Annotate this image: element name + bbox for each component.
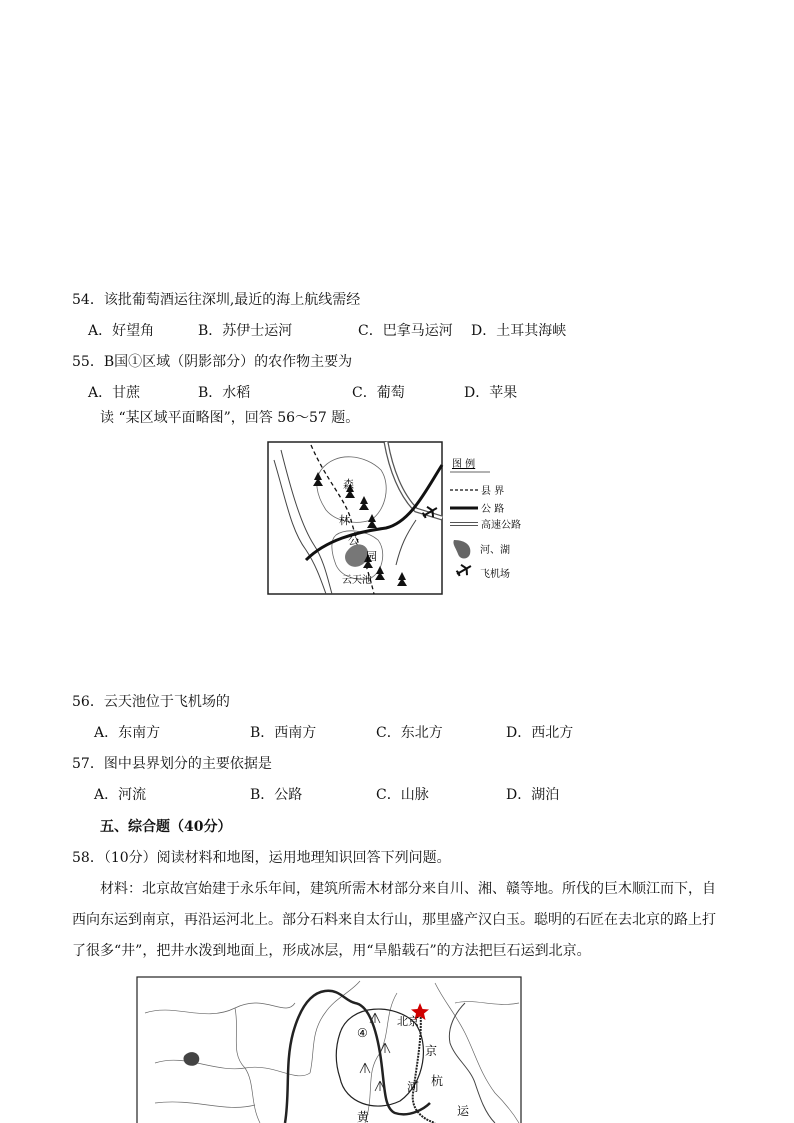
q56-option-b[interactable]: B．西南方 xyxy=(250,725,317,741)
q55-option-b[interactable]: B．水稻 xyxy=(198,385,251,401)
q54-option-b[interactable]: B．苏伊士运河 xyxy=(198,323,293,339)
q57-stem: 57．图中县界划分的主要依据是 xyxy=(72,756,272,772)
legend-title: 图 例 xyxy=(452,459,476,470)
legend-county-border: 县 界 xyxy=(481,486,505,497)
q56-option-c[interactable]: C．东北方 xyxy=(376,725,443,741)
legend-river-lake-symbol xyxy=(453,540,470,559)
legend-road: 公 路 xyxy=(481,504,505,515)
label-lake: 云天池 xyxy=(342,575,372,586)
q56-stem: 56．云天池位于飞机场的 xyxy=(72,694,230,710)
label-forest-1: 森 xyxy=(343,478,354,491)
q58-material-line-1: 材料：北京故宫始建于永乐年间，建筑所需木材部分来自川、湘、赣等地。所伐的巨木顺江而下，自 xyxy=(100,881,716,897)
label-canal-yun: 运 xyxy=(457,1104,470,1118)
q57-option-a[interactable]: A．河流 xyxy=(94,787,147,803)
map-frame xyxy=(268,442,442,594)
legend-airport-icon xyxy=(454,561,474,579)
label-park-2: 园 xyxy=(366,550,377,563)
q57-option-d[interactable]: D．湖泊 xyxy=(506,787,560,803)
q54-option-a[interactable]: A．好望角 xyxy=(88,323,155,339)
legend-river-lake: 河、湖 xyxy=(480,545,510,556)
legend-expressway: 高速公路 xyxy=(481,520,521,531)
map2-frame xyxy=(137,977,521,1123)
section-5-heading: 五、综合题（40分） xyxy=(100,819,232,835)
north-china-map xyxy=(135,973,525,1123)
q55-stem: 55．B国①区域（阴影部分）的农作物主要为 xyxy=(72,354,353,370)
q58-material-line-2: 西向东运到南京，再沿运河北上。部分石料来自太行山，那里盛产汉白玉。聪明的石匠在去北京的路上打 xyxy=(72,912,716,928)
q55-option-a[interactable]: A．甘蔗 xyxy=(88,385,141,401)
label-canal-hang: 杭 xyxy=(431,1074,444,1088)
region-sketch-map xyxy=(266,440,536,600)
q57-option-c[interactable]: C．山脉 xyxy=(376,787,429,803)
q58-stem: 58．（10分）阅读材料和地图，运用地理知识回答下列问题。 xyxy=(72,850,451,866)
q54-option-d[interactable]: D．土耳其海峡 xyxy=(471,323,567,339)
q56-option-a[interactable]: A．东南方 xyxy=(94,725,161,741)
q54-option-c[interactable]: C．巴拿马运河 xyxy=(358,323,453,339)
q57-option-b[interactable]: B．公路 xyxy=(250,787,303,803)
label-canal-he: 河 xyxy=(407,1080,420,1094)
q56-option-d[interactable]: D．西北方 xyxy=(506,725,574,741)
q55-option-c[interactable]: C．葡萄 xyxy=(352,385,405,401)
label-forest-2: 林 xyxy=(339,514,350,527)
q58-material-line-3: 了很多“井”，把井水泼到地面上，形成冰层，用“旱船载石”的方法把巨石运到北京。 xyxy=(72,943,591,959)
label-huang: 黄 xyxy=(357,1110,370,1123)
intro-56-57: 读 “某区域平面略图”，回答 56～57 题。 xyxy=(100,410,360,426)
q54-stem: 54．该批葡萄酒运往深圳,最近的海上航线需经 xyxy=(72,292,361,308)
legend-airport: 飞机场 xyxy=(480,569,510,580)
label-park-1: 公 xyxy=(348,534,359,547)
label-canal-jing: 京 xyxy=(425,1044,438,1058)
q55-option-d[interactable]: D．苹果 xyxy=(464,385,518,401)
label-beijing: 北京 xyxy=(397,1015,419,1028)
label-region-4: ④ xyxy=(357,1026,368,1040)
